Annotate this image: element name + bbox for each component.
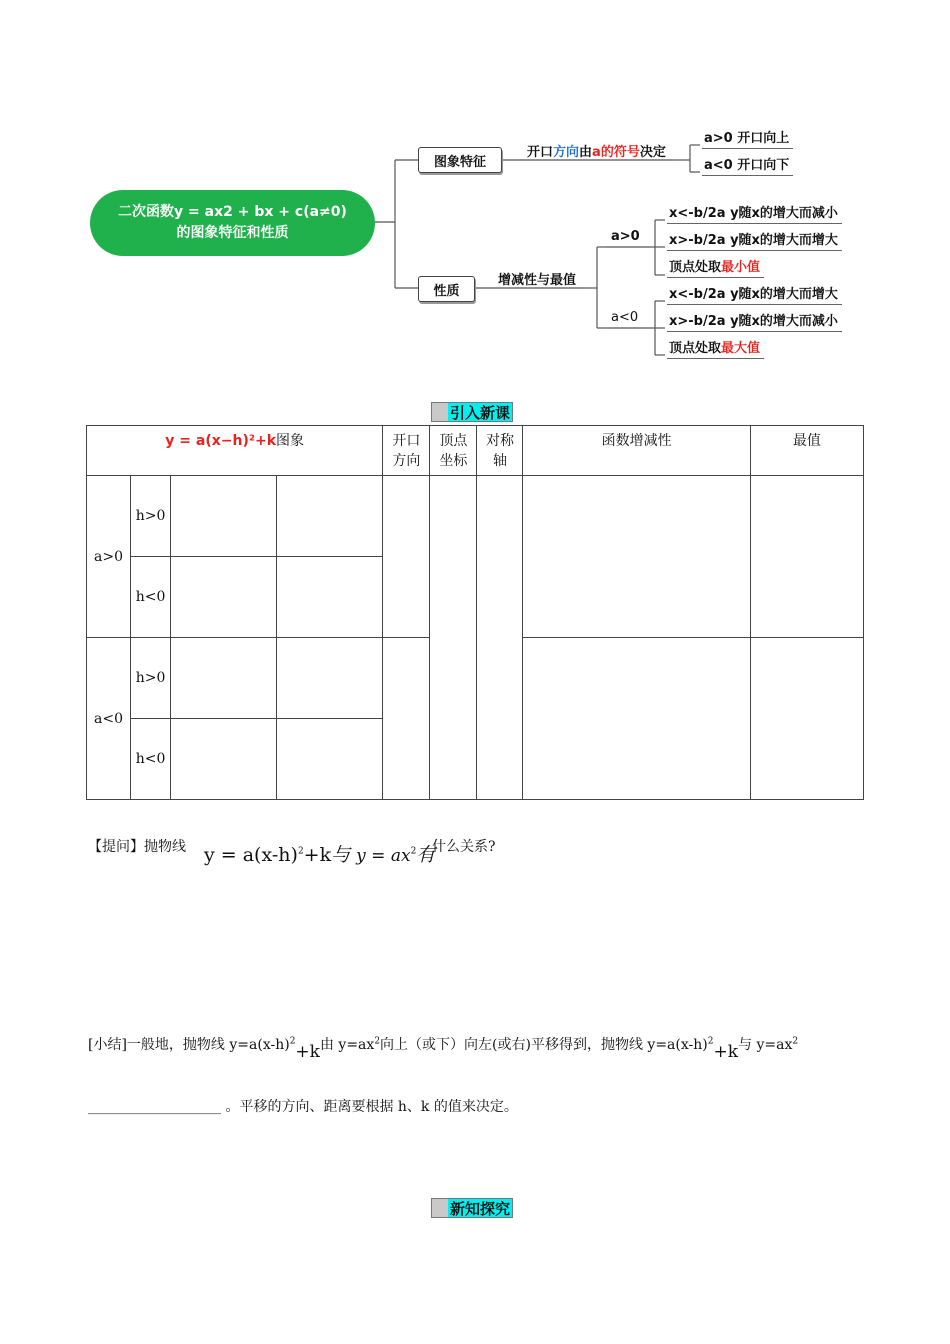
header-opening-line1: 开口 <box>392 433 421 449</box>
summary-blank[interactable]: ___________________ <box>88 1099 221 1115</box>
table-cell[interactable] <box>523 476 750 638</box>
header-monotonicity: 函数增减性 <box>523 426 750 476</box>
summary-text-c: 向上（或下）向左(或右)平移得到，抛物线 y=a(x-h) <box>380 1037 708 1053</box>
desc-part-by: 由 <box>579 145 593 160</box>
table-cell[interactable] <box>750 638 863 800</box>
section-title-explore-text: 新知探究 <box>448 1198 513 1218</box>
section-title-intro-text: 引入新课 <box>448 402 513 422</box>
case-a-positive: a>0 <box>611 229 640 244</box>
row-label-h-positive: h>0 <box>131 476 171 557</box>
summary-text-b: 由 y=ax <box>319 1037 375 1053</box>
summary-line2-text: 。平移的方向、距离要根据 h、k 的值来决定。 <box>225 1099 518 1115</box>
summary-k: +k <box>295 1042 320 1062</box>
header-vertex-line1: 顶点 <box>439 433 468 449</box>
formula-vertex-tail: +k <box>303 844 332 866</box>
summary-exponent: 2 <box>792 1036 799 1047</box>
row-label-h-negative: h<0 <box>131 719 171 800</box>
formula-standard: y = ax <box>356 846 411 866</box>
leaf-neg-increasing: x<-b/2a y随x的增大而增大 <box>667 283 842 305</box>
formula-has: 有 <box>416 844 436 866</box>
header-formula-suffix: 图象 <box>276 433 305 449</box>
header-axis-line1: 对称 <box>485 433 514 449</box>
header-extreme-value: 最值 <box>750 426 863 476</box>
leaf-a-pos-opening-up: a>0 开口向上 <box>702 127 793 149</box>
summary-k2: +k <box>713 1042 739 1062</box>
leaf-neg-maximum <box>667 337 764 359</box>
table-cell[interactable] <box>171 476 277 557</box>
desc-part-direction: 方向 <box>553 145 580 160</box>
table-cell[interactable] <box>750 476 863 638</box>
header-vertex-coordinates <box>430 426 477 476</box>
summary-exponent: 2 <box>374 1036 381 1047</box>
summary-exponent: 2 <box>289 1036 296 1047</box>
table-cell[interactable] <box>523 638 750 800</box>
branch1-description <box>527 141 666 160</box>
summary-line1 <box>88 1034 799 1062</box>
table-cell[interactable] <box>277 638 383 719</box>
desc-part-sign: a的符号 <box>592 145 640 160</box>
table-cell[interactable] <box>383 638 430 800</box>
table-cell[interactable] <box>171 719 277 800</box>
table-cell[interactable] <box>277 719 383 800</box>
section-title-marker <box>431 402 448 422</box>
formula-vertex-form: y = a(x-h) <box>204 844 298 866</box>
branch-properties-label: 性质 <box>433 283 460 299</box>
row-label-h-positive: h>0 <box>131 638 171 719</box>
mindmap-root-subtitle: 的图象特征和性质 <box>176 225 289 241</box>
desc-part-opening: 开口 <box>527 145 554 160</box>
leaf-neg-decreasing: x>-b/2a y随x的增大而减小 <box>667 310 842 332</box>
summary-text-a: [小结]一般地，抛物线 y=a(x-h) <box>88 1037 290 1053</box>
row-label-a-positive: a>0 <box>87 476 131 638</box>
section-title-explore <box>431 1198 513 1218</box>
section-title-intro <box>431 402 513 422</box>
leaf-pos-increasing: x>-b/2a y随x的增大而增大 <box>667 229 842 251</box>
leaf-pos-minimum <box>667 256 764 278</box>
formula-exponent: 2 <box>297 846 304 857</box>
header-opening-line2: 方向 <box>392 453 421 469</box>
summary-line2 <box>88 1096 518 1116</box>
mindmap-root-title: 二次函数y = ax2 + bx + c(a≠0) <box>118 204 347 220</box>
summary-exponent: 2 <box>707 1036 714 1047</box>
leaf-pos-minimum-prefix: 顶点处取 <box>669 260 722 275</box>
leaf-pos-decreasing: x<-b/2a y随x的增大而减小 <box>667 202 842 224</box>
header-formula-cell <box>87 426 383 476</box>
question-tail: 什么关系? <box>432 839 496 855</box>
section-title-marker <box>431 1198 448 1218</box>
table-cell[interactable] <box>277 557 383 638</box>
mindmap-branch-properties <box>418 276 475 302</box>
header-opening-direction <box>383 426 430 476</box>
header-axis-of-symmetry <box>477 426 523 476</box>
question-formula <box>204 840 435 867</box>
question-paragraph <box>88 836 186 856</box>
question-label: 【提问】抛物线 <box>88 839 186 855</box>
table-cell[interactable] <box>277 476 383 557</box>
header-formula: y = a(x−h)²+k <box>165 433 277 449</box>
table-cell[interactable] <box>477 476 523 800</box>
formula-connector: 与 <box>331 844 351 866</box>
leaf-neg-maximum-highlight: 最大值 <box>721 341 761 356</box>
leaf-neg-maximum-prefix: 顶点处取 <box>669 341 722 356</box>
case-a-negative: a<0 <box>611 310 639 325</box>
summary-text-d: 与 y=ax <box>738 1037 793 1053</box>
branch2-description: 增减性与最值 <box>498 273 577 288</box>
row-label-h-negative: h<0 <box>131 557 171 638</box>
table-cell[interactable] <box>171 638 277 719</box>
leaf-a-neg-opening-down: a<0 开口向下 <box>702 154 793 176</box>
branch-image-features-label: 图象特征 <box>433 154 486 170</box>
mindmap-branch-image-features <box>418 147 502 173</box>
row-label-a-negative: a<0 <box>87 638 131 800</box>
mindmap-root <box>90 190 375 256</box>
header-vertex-line2: 坐标 <box>439 453 468 469</box>
table-cell[interactable] <box>171 557 277 638</box>
table-cell[interactable] <box>430 476 477 800</box>
formula-exponent: 2 <box>410 846 417 857</box>
desc-part-decide: 决定 <box>639 145 666 160</box>
vertex-form-table <box>86 425 864 800</box>
header-axis-line2: 轴 <box>492 453 507 469</box>
leaf-pos-minimum-highlight: 最小值 <box>721 260 761 275</box>
table-cell[interactable] <box>383 476 430 638</box>
